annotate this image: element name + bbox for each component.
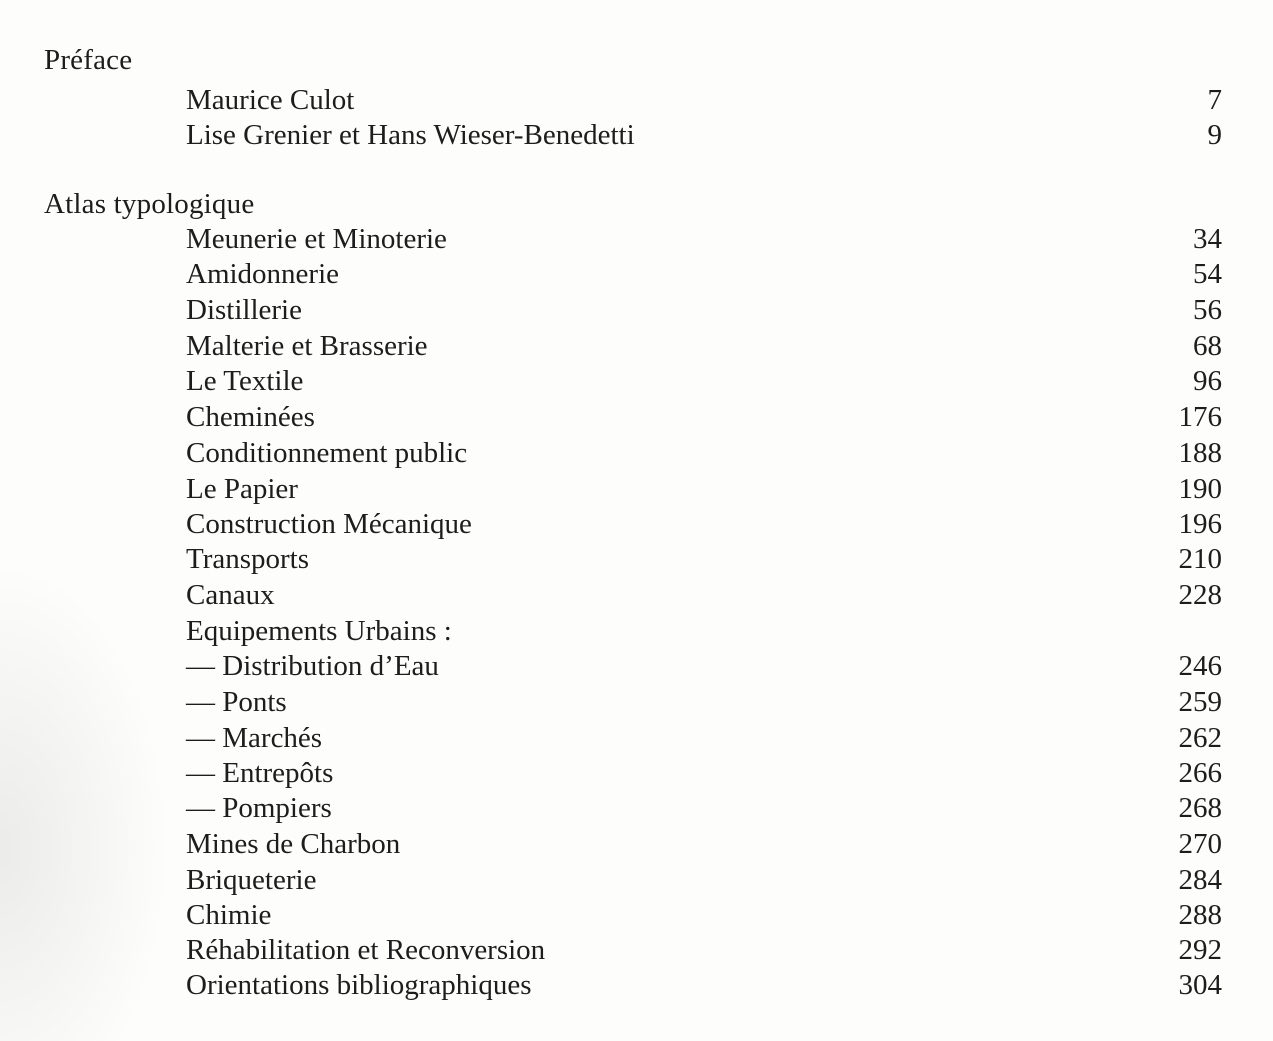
toc-entry <box>186 83 1222 117</box>
toc-sub-entry <box>186 721 1222 755</box>
toc-entry <box>186 968 1222 1002</box>
toc-entry-label: Construction Mécanique <box>186 508 472 540</box>
toc-entry-page: 262 <box>1178 722 1222 754</box>
toc-entry-label: Equipements Urbains : <box>186 615 452 647</box>
toc-entry-label: — Ponts <box>186 686 287 718</box>
toc-sub-entry <box>186 649 1222 683</box>
toc-entry-page: 196 <box>1178 508 1222 540</box>
toc-entry-page: 246 <box>1178 650 1222 682</box>
toc-entry <box>186 542 1222 576</box>
toc-entry <box>186 400 1222 434</box>
toc-entry-page: 56 <box>1193 294 1222 326</box>
toc-entry <box>186 933 1222 967</box>
toc-entry-group-heading <box>186 614 1222 648</box>
toc-entry-label: Réhabilitation et Reconversion <box>186 934 546 966</box>
toc-entry-page: 34 <box>1193 223 1222 255</box>
toc-entry <box>186 222 1222 256</box>
toc-entry-page: 288 <box>1178 899 1222 931</box>
toc-entry-label: Le Papier <box>186 473 298 505</box>
toc-entry-page: 190 <box>1178 473 1222 505</box>
toc-entry-label: — Pompiers <box>186 792 332 824</box>
section-title-atlas-typologique: Atlas typologique <box>44 188 255 220</box>
toc-entry <box>186 118 1222 152</box>
toc-entry-page: 266 <box>1178 757 1222 789</box>
toc-entry-page: 268 <box>1178 792 1222 824</box>
toc-entry-page: 259 <box>1178 686 1222 718</box>
toc-entry-label: Orientations bibliographiques <box>186 969 532 1001</box>
scan-shadow <box>0 560 170 1041</box>
toc-entry-page: 270 <box>1178 828 1222 860</box>
toc-entry <box>186 863 1222 897</box>
toc-entry-label: Conditionnement public <box>186 437 468 469</box>
toc-entry-page: 68 <box>1193 330 1222 362</box>
toc-entry-label: Distillerie <box>186 294 302 326</box>
toc-entry-label: Briqueterie <box>186 864 317 896</box>
toc-entry-page: 7 <box>1207 84 1222 116</box>
toc-entry-label: Malterie et Brasserie <box>186 330 428 362</box>
toc-entry-label: Maurice Culot <box>186 84 355 116</box>
toc-entry <box>186 578 1222 612</box>
toc-entry-page: 96 <box>1193 365 1222 397</box>
toc-entry <box>186 293 1222 327</box>
toc-sub-entry <box>186 756 1222 790</box>
toc-entry-label: Le Textile <box>186 365 304 397</box>
toc-entry-label: — Distribution d’Eau <box>186 650 439 682</box>
toc-entry-page: 304 <box>1178 969 1222 1001</box>
toc-entry <box>186 436 1222 470</box>
toc-entry-page: 228 <box>1178 579 1222 611</box>
toc-entry-page: 284 <box>1178 864 1222 896</box>
toc-entry-page: 9 <box>1207 119 1222 151</box>
toc-entry <box>186 898 1222 932</box>
toc-entry <box>186 472 1222 506</box>
section-title-preface: Préface <box>44 44 133 76</box>
toc-entry-label: Cheminées <box>186 401 315 433</box>
toc-entry-label: — Marchés <box>186 722 323 754</box>
toc-entry-label: Mines de Charbon <box>186 828 401 860</box>
toc-sub-entry <box>186 685 1222 719</box>
toc-entry-page: 188 <box>1178 437 1222 469</box>
toc-entry <box>186 827 1222 861</box>
toc-entry-label: Chimie <box>186 899 272 931</box>
toc-entry <box>186 257 1222 291</box>
toc-entry-label: — Entrepôts <box>186 757 334 789</box>
toc-entry-label: Canaux <box>186 579 275 611</box>
toc-entry-label: Amidonnerie <box>186 258 340 290</box>
toc-entry-page: 176 <box>1178 401 1222 433</box>
toc-entry <box>186 364 1222 398</box>
toc-sub-entry <box>186 791 1222 825</box>
toc-entry <box>186 507 1222 541</box>
toc-entry-label: Transports <box>186 543 310 575</box>
toc-entry-page: 210 <box>1178 543 1222 575</box>
toc-entry-label: Meunerie et Minoterie <box>186 223 447 255</box>
toc-entry-page: 54 <box>1193 258 1222 290</box>
toc-entry <box>186 329 1222 363</box>
toc-entry-page: 292 <box>1178 934 1222 966</box>
toc-entry-label: Lise Grenier et Hans Wieser-Benedetti <box>186 119 635 151</box>
